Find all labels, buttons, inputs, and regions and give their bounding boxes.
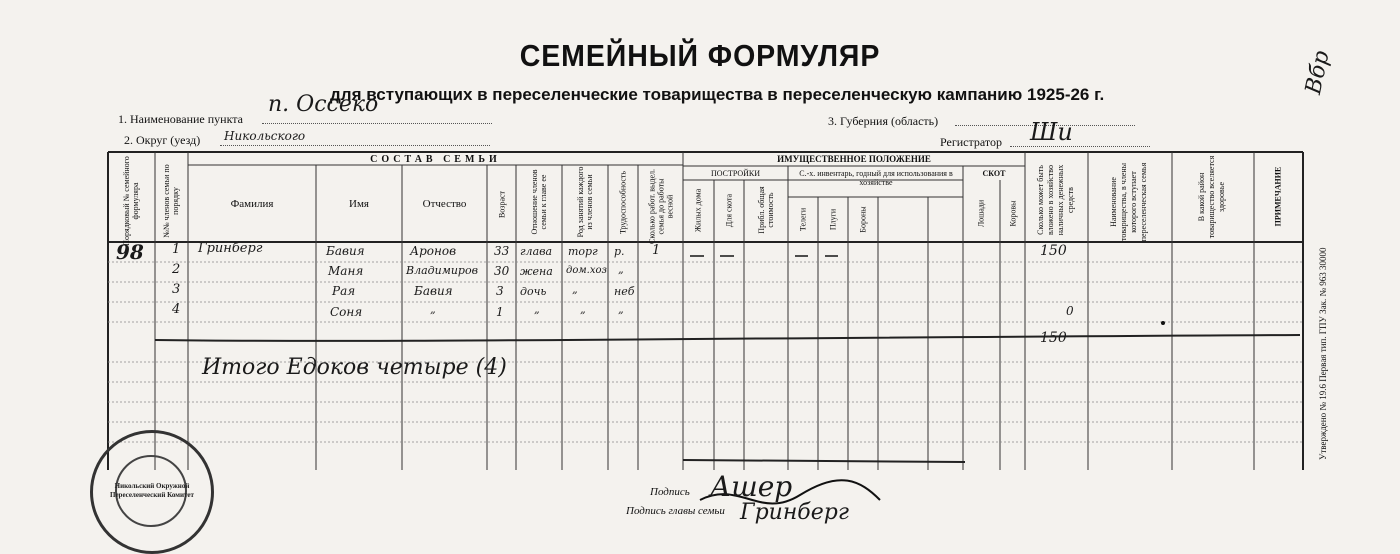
- province-label: 3. Губерния (область): [828, 114, 939, 128]
- relation-cell: „: [534, 303, 540, 316]
- settlement-value: п. Оссеко: [268, 92, 379, 117]
- corner-handwritten-mark: Вбр: [1301, 48, 1335, 97]
- occupation-cell: „: [572, 283, 578, 296]
- registrar-label: Регистратор: [940, 135, 1003, 149]
- col-header-houses: Жилых дома: [693, 188, 703, 233]
- summary-note: Итого Едоков четыре (4): [202, 355, 507, 380]
- name-cell: Маня: [328, 264, 364, 278]
- age-cell: 33: [494, 244, 510, 258]
- col-header-partnership: Наименование товарищества, в члены которого вступает переселенческая семья: [1109, 162, 1148, 242]
- signature-value: Ашер: [710, 470, 793, 503]
- col-header-cash-funds: Сколько может быть вложено в хозяйство наличных денежных средств: [1036, 164, 1075, 236]
- col-header-relation: Отношение членов семьи к главе ее: [530, 169, 548, 235]
- col-header-member-number: №№ членов семьи по порядку: [162, 164, 180, 238]
- patronymic-cell: „: [430, 303, 436, 316]
- col-header-region: В какой район товарищество вселяется здоровье: [1197, 155, 1226, 239]
- stamp-text: Никольский Окружной Переселенческий Комитет: [110, 482, 194, 499]
- ability-cell: „: [618, 263, 624, 276]
- col-header-occupation: Род занятий каждого из членов семьи: [576, 166, 594, 238]
- col-header-name: Имя: [349, 198, 369, 210]
- member-number-cell: 3: [172, 282, 181, 297]
- occupation-cell: торг: [568, 245, 598, 258]
- registrar-signature: Ши: [1030, 118, 1073, 146]
- col-header-approx-value: Прибл. общая стоимость: [757, 186, 775, 234]
- name-cell: Рая: [332, 284, 356, 298]
- head-signature-label: Подпись главы семьи: [626, 505, 725, 517]
- member-number-cell: 1: [172, 242, 181, 257]
- printing-info: Утверждено № 19.6 Первая тип. ГПУ Зак. № 963 30000: [1318, 247, 1328, 460]
- member-number-cell: 4: [172, 302, 181, 317]
- head-signature-value: Гринберг: [740, 500, 849, 525]
- district-label: 2. Округ (уезд): [124, 133, 201, 147]
- group-header-livestock: СКОТ: [982, 169, 1006, 178]
- settlement-label: 1. Наименование пункта: [118, 112, 243, 126]
- work-cell: 1: [652, 243, 661, 258]
- patronymic-cell: Аронов: [410, 244, 457, 258]
- group-header-family: СОСТАВ СЕМЬИ: [370, 154, 501, 165]
- surname-cell: Гринберг: [198, 241, 263, 256]
- signature-label: Подпись: [650, 486, 690, 498]
- cash-cell: 150: [1040, 243, 1067, 259]
- name-cell: Бавия: [326, 244, 365, 258]
- member-number-cell: 2: [172, 262, 181, 277]
- col-header-surname: Фамилия: [230, 198, 274, 210]
- col-header-cattle-sheds: Для скота: [724, 193, 734, 228]
- col-header-ability: Трудоспособность: [618, 170, 628, 235]
- relation-cell: дочь: [520, 285, 547, 298]
- relation-cell: глава: [520, 245, 553, 258]
- group-header-inventory: С.-х. инвентарь, годный для использования в хозяйстве: [799, 169, 953, 187]
- cash-cell: 0: [1066, 304, 1074, 318]
- col-header-cows: Коровы: [1008, 200, 1018, 227]
- form-subtitle: для вступающих в переселенческие товарищества в переселенческую кампанию 1925-26 г.: [330, 85, 1105, 104]
- relation-cell: жена: [520, 265, 553, 278]
- col-header-form-number: Порядковый № семейного формуляра: [122, 156, 140, 246]
- age-cell: 30: [494, 264, 510, 278]
- ability-cell: р.: [614, 245, 625, 258]
- group-header-property: ИМУЩЕСТВЕННОЕ ПОЛОЖЕНИЕ: [777, 154, 931, 164]
- col-header-wagons: Телеги: [798, 207, 808, 232]
- col-header-horses: Лошади: [976, 199, 986, 228]
- occupation-cell: дом.хоз: [566, 265, 607, 276]
- name-cell: Соня: [330, 305, 363, 319]
- form-title: СЕМЕЙНЫЙ ФОРМУЛЯР: [519, 38, 881, 73]
- form-number-cell: 98: [116, 240, 144, 264]
- col-header-plows: Плуги: [828, 208, 838, 231]
- patronymic-cell: Владимиров: [406, 264, 478, 277]
- col-header-work-before-spring: Сколько работ. выдел. семья до работы весной: [647, 169, 675, 245]
- col-header-age: Возраст: [497, 190, 507, 219]
- ability-cell: неб: [614, 285, 635, 298]
- patronymic-cell: Бавия: [414, 284, 453, 298]
- col-header-remarks: ПРИМЕЧАНИЕ: [1273, 166, 1283, 227]
- group-header-buildings: ПОСТРОЙКИ: [710, 169, 761, 178]
- age-cell: 1: [496, 305, 504, 319]
- col-header-patronymic: Отчество: [422, 198, 467, 210]
- occupation-cell: „: [580, 303, 586, 316]
- age-cell: 3: [496, 284, 504, 298]
- ability-cell: „: [618, 303, 624, 316]
- district-value: Никольского: [224, 129, 306, 143]
- col-header-harrows: Бороны: [858, 206, 868, 233]
- total-cash-cell: 150: [1040, 330, 1067, 346]
